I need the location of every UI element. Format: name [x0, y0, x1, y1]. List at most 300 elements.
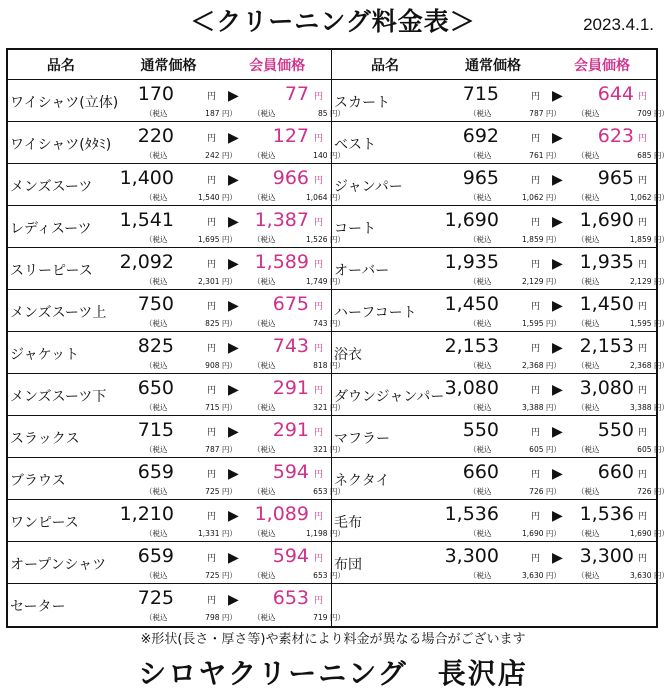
arrow-icon: ▶ [228, 214, 239, 230]
tax-amount: 787 [205, 445, 220, 454]
tax-prefix: （税込 [577, 319, 600, 328]
tax-prefix: （税込 [469, 361, 492, 370]
tax-amount: 3,630 [630, 571, 652, 580]
arrow-icon: ▶ [228, 424, 239, 440]
tax-prefix: （税込 [253, 109, 276, 118]
tax-prefix: （税込 [253, 319, 276, 328]
price-row [332, 542, 669, 584]
yen-unit: 円 [207, 260, 217, 270]
tax-amount: 1,595 [630, 319, 652, 328]
tax-amount: 1,331 [198, 529, 220, 538]
tax-prefix: （税込 [145, 109, 168, 118]
regular-price: 3,300 [444, 545, 499, 567]
yen-unit: 円 [531, 260, 541, 270]
member-price: 675 [272, 293, 309, 315]
yen-unit: 円 [531, 512, 541, 522]
tax-prefix: （税込 [469, 109, 492, 118]
tax-amount: 321 [313, 445, 328, 454]
regular-price: 725 [137, 587, 174, 609]
price-row [8, 290, 345, 332]
tax-prefix: （税込 [577, 361, 600, 370]
tax-amount: 653 [313, 487, 328, 496]
header-member-price: 会員価格 [249, 57, 306, 74]
yen-unit: 円 [207, 554, 217, 564]
member-price-tax-incl [577, 108, 669, 119]
price-row [8, 500, 345, 542]
tax-prefix: （税込 [253, 193, 276, 202]
tax-suffix: 円） [651, 487, 669, 496]
arrow-icon: ▶ [228, 550, 239, 566]
arrow-icon: ▶ [228, 298, 239, 314]
tax-amount: 685 [637, 151, 652, 160]
shop-name: シロヤクリーニング 長沢店 [138, 657, 528, 690]
tax-amount: 798 [205, 613, 220, 622]
regular-price-tax-incl [469, 108, 561, 119]
tax-prefix: （税込 [253, 361, 276, 370]
regular-price-tax-incl [145, 444, 237, 455]
tax-prefix: （税込 [577, 487, 600, 496]
tax-amount: 2,129 [630, 277, 652, 286]
regular-price: 550 [462, 419, 499, 441]
regular-price-tax-incl [469, 276, 561, 287]
tax-suffix: 円） [219, 403, 237, 412]
tax-prefix: （税込 [577, 277, 600, 286]
arrow-icon: ▶ [552, 424, 563, 440]
tax-prefix: （税込 [577, 445, 600, 454]
member-price: 291 [272, 377, 309, 399]
yen-unit: 円 [638, 512, 648, 522]
arrow-icon: ▶ [552, 130, 563, 146]
tax-prefix: （税込 [253, 445, 276, 454]
arrow-icon: ▶ [552, 214, 563, 230]
regular-price-tax-incl [145, 486, 237, 497]
tax-suffix: 円） [543, 361, 561, 370]
tax-suffix: 円） [327, 487, 345, 496]
price-row [8, 542, 345, 584]
price-row [332, 248, 669, 290]
tax-suffix: 円） [219, 277, 237, 286]
tax-suffix: 円） [219, 529, 237, 538]
item-name: 浴衣 [334, 347, 362, 363]
price-row [8, 332, 345, 374]
yen-unit: 円 [207, 470, 217, 480]
tax-prefix: （税込 [469, 193, 492, 202]
regular-price-tax-incl [145, 318, 237, 329]
regular-price: 750 [137, 293, 174, 315]
regular-price-tax-incl [145, 192, 237, 203]
table-header [332, 50, 656, 80]
tax-prefix: （税込 [145, 277, 168, 286]
yen-unit: 円 [207, 344, 217, 354]
regular-price: 220 [137, 125, 174, 147]
member-price-tax-incl [577, 402, 669, 413]
item-name: 布団 [334, 557, 362, 573]
tax-amount: 2,301 [198, 277, 220, 286]
arrow-icon: ▶ [552, 550, 563, 566]
price-row [332, 290, 669, 332]
item-name: スラックス [10, 431, 80, 447]
tax-amount: 2,368 [522, 361, 544, 370]
arrow-icon: ▶ [228, 382, 239, 398]
tax-prefix: （税込 [145, 403, 168, 412]
tax-suffix: 円） [651, 445, 669, 454]
regular-price: 2,153 [444, 335, 499, 357]
tax-amount: 1,595 [522, 319, 544, 328]
yen-unit: 円 [638, 302, 648, 312]
tax-suffix: 円） [219, 151, 237, 160]
tax-amount: 725 [205, 487, 220, 496]
regular-price-tax-incl [145, 108, 237, 119]
item-name: ジャンパー [334, 179, 403, 195]
tax-prefix: （税込 [577, 109, 600, 118]
tax-amount: 726 [529, 487, 544, 496]
yen-unit: 円 [638, 428, 648, 438]
regular-price: 659 [137, 461, 174, 483]
tax-prefix: （税込 [145, 445, 168, 454]
arrow-icon: ▶ [552, 382, 563, 398]
member-price: 1,536 [579, 503, 634, 525]
regular-price: 1,450 [444, 293, 499, 315]
tax-suffix: 円） [651, 151, 669, 160]
tax-amount: 1,526 [306, 235, 328, 244]
arrow-icon: ▶ [228, 256, 239, 272]
tax-suffix: 円） [327, 445, 345, 454]
yen-unit: 円 [638, 260, 648, 270]
tax-suffix: 円） [219, 571, 237, 580]
yen-unit: 円 [207, 92, 217, 102]
item-name: オーバー [334, 263, 390, 279]
tax-suffix: 円） [219, 193, 237, 202]
tax-suffix: 円） [219, 235, 237, 244]
item-name: ワイシャツ(ﾀﾀﾐ) [10, 137, 112, 153]
tax-amount: 743 [313, 319, 328, 328]
tax-prefix: （税込 [577, 571, 600, 580]
tax-suffix: 円） [651, 109, 669, 118]
tax-amount: 1,540 [198, 193, 220, 202]
yen-unit: 円 [314, 134, 324, 144]
regular-price: 170 [137, 83, 174, 105]
regular-price-tax-incl [145, 150, 237, 161]
tax-amount: 653 [313, 571, 328, 580]
item-name: ジャケット [10, 347, 80, 363]
tax-suffix: 円） [327, 277, 345, 286]
tax-suffix: 円） [651, 235, 669, 244]
item-name: レディスーツ [10, 221, 92, 237]
regular-price: 1,541 [119, 209, 174, 231]
price-row [332, 332, 669, 374]
price-row [8, 374, 345, 416]
yen-unit: 円 [207, 302, 217, 312]
tax-prefix: （税込 [469, 445, 492, 454]
price-row [332, 206, 669, 248]
yen-unit: 円 [638, 386, 648, 396]
member-price-tax-incl [577, 360, 669, 371]
tax-prefix: （税込 [253, 277, 276, 286]
tax-prefix: （税込 [145, 193, 168, 202]
tax-suffix: 円） [543, 319, 561, 328]
yen-unit: 円 [638, 134, 648, 144]
yen-unit: 円 [638, 92, 648, 102]
tax-suffix: 円） [219, 109, 237, 118]
member-price: 77 [284, 83, 309, 105]
price-column-right [332, 50, 669, 626]
regular-price: 1,400 [119, 167, 174, 189]
tax-suffix: 円） [543, 445, 561, 454]
tax-suffix: 円） [327, 235, 345, 244]
regular-price: 715 [462, 83, 499, 105]
yen-unit: 円 [531, 428, 541, 438]
regular-price-tax-incl [469, 402, 561, 413]
yen-unit: 円 [207, 218, 217, 228]
yen-unit: 円 [207, 596, 217, 606]
regular-price: 3,080 [444, 377, 499, 399]
tax-suffix: 円） [219, 613, 237, 622]
yen-unit: 円 [638, 470, 648, 480]
item-name: コート [334, 221, 376, 237]
tax-prefix: （税込 [577, 403, 600, 412]
member-price: 3,080 [579, 377, 634, 399]
member-price: 3,300 [579, 545, 634, 567]
tax-suffix: 円） [327, 613, 345, 622]
item-name: ワイシャツ(立体) [10, 95, 119, 111]
tax-amount: 3,388 [522, 403, 544, 412]
tax-prefix: （税込 [577, 235, 600, 244]
yen-unit: 円 [531, 344, 541, 354]
price-row [332, 458, 669, 500]
regular-price-tax-incl [469, 360, 561, 371]
member-price: 1,450 [579, 293, 634, 315]
price-row [332, 374, 669, 416]
tax-amount: 726 [637, 487, 652, 496]
tax-amount: 1,859 [630, 235, 652, 244]
tax-prefix: （税込 [253, 151, 276, 160]
member-price-tax-incl [577, 486, 669, 497]
effective-date: 2023.4.1. [583, 15, 654, 34]
tax-suffix: 円） [543, 403, 561, 412]
yen-unit: 円 [531, 176, 541, 186]
regular-price: 660 [462, 461, 499, 483]
regular-price-tax-incl [145, 360, 237, 371]
yen-unit: 円 [207, 428, 217, 438]
item-name: ハーフコート [334, 305, 417, 321]
member-price: 2,153 [579, 335, 634, 357]
item-name: ブラウス [10, 473, 66, 489]
yen-unit: 円 [314, 470, 324, 480]
arrow-icon: ▶ [228, 466, 239, 482]
tax-suffix: 円） [651, 319, 669, 328]
yen-unit: 円 [638, 218, 648, 228]
header-item-name: 品名 [371, 57, 399, 74]
arrow-icon: ▶ [552, 298, 563, 314]
tax-suffix: 円） [651, 529, 669, 538]
price-row [8, 122, 345, 164]
tax-prefix: （税込 [145, 235, 168, 244]
tax-amount: 1,690 [630, 529, 652, 538]
tax-suffix: 円） [543, 529, 561, 538]
regular-price: 659 [137, 545, 174, 567]
tax-amount: 1,695 [198, 235, 220, 244]
header-member-price: 会員価格 [574, 57, 630, 74]
tax-suffix: 円） [219, 319, 237, 328]
yen-unit: 円 [207, 512, 217, 522]
member-price-tax-incl [577, 276, 669, 287]
yen-unit: 円 [314, 596, 324, 606]
tax-suffix: 円） [651, 193, 669, 202]
tax-amount: 1,859 [522, 235, 544, 244]
price-row [8, 206, 345, 248]
member-price: 1,690 [579, 209, 634, 231]
tax-amount: 85 [317, 109, 328, 118]
tax-amount: 605 [529, 445, 544, 454]
yen-unit: 円 [314, 218, 324, 228]
item-name: ベスト [334, 137, 376, 153]
yen-unit: 円 [314, 176, 324, 186]
member-price: 653 [272, 587, 309, 609]
tax-suffix: 円） [327, 151, 345, 160]
price-row [332, 416, 669, 458]
tax-prefix: （税込 [469, 235, 492, 244]
tax-amount: 787 [529, 109, 544, 118]
arrow-icon: ▶ [228, 172, 239, 188]
tax-prefix: （税込 [577, 151, 600, 160]
item-name: オープンシャツ [10, 557, 107, 573]
price-column-left [8, 50, 345, 626]
tax-suffix: 円） [543, 277, 561, 286]
yen-unit: 円 [531, 134, 541, 144]
yen-unit: 円 [531, 302, 541, 312]
tax-prefix: （税込 [145, 571, 168, 580]
yen-unit: 円 [314, 92, 324, 102]
yen-unit: 円 [531, 554, 541, 564]
tax-suffix: 円） [327, 193, 345, 202]
item-name: セーター [10, 599, 66, 615]
tax-amount: 140 [313, 151, 328, 160]
tax-amount: 605 [637, 445, 652, 454]
regular-price: 1,935 [444, 251, 499, 273]
member-price: 127 [272, 125, 309, 147]
tax-suffix: 円） [219, 487, 237, 496]
tax-amount: 719 [313, 613, 328, 622]
tax-prefix: （税込 [145, 487, 168, 496]
item-name: ワンピース [10, 515, 79, 531]
price-rows-left [8, 80, 345, 626]
header-item-name: 品名 [46, 57, 75, 74]
yen-unit: 円 [638, 554, 648, 564]
yen-unit: 円 [207, 176, 217, 186]
regular-price-tax-incl [469, 318, 561, 329]
tax-suffix: 円） [327, 403, 345, 412]
regular-price-tax-incl [469, 234, 561, 245]
tax-prefix: （税込 [145, 361, 168, 370]
tax-prefix: （税込 [469, 487, 492, 496]
tax-prefix: （税込 [469, 403, 492, 412]
tax-amount: 242 [205, 151, 220, 160]
price-note: ※形状(長さ・厚さ等)や素材により料金が異なる場合がございます [140, 632, 526, 647]
yen-unit: 円 [314, 554, 324, 564]
tax-prefix: （税込 [577, 193, 600, 202]
member-price: 743 [272, 335, 309, 357]
tax-prefix: （税込 [145, 151, 168, 160]
tax-suffix: 円） [327, 529, 345, 538]
tax-prefix: （税込 [253, 235, 276, 244]
member-price: 660 [597, 461, 634, 483]
regular-price: 1,536 [444, 503, 499, 525]
tax-amount: 715 [205, 403, 220, 412]
yen-unit: 円 [207, 134, 217, 144]
yen-unit: 円 [638, 176, 648, 186]
tax-amount: 818 [313, 361, 328, 370]
item-name: メンズスーツ上 [10, 305, 107, 321]
header-regular-price: 通常価格 [465, 57, 521, 74]
price-row [8, 584, 345, 626]
regular-price-tax-incl [469, 570, 561, 581]
header-regular-price: 通常価格 [140, 57, 197, 74]
item-name: メンズスーツ [10, 179, 93, 195]
tax-suffix: 円） [327, 361, 345, 370]
tax-amount: 1,062 [522, 193, 544, 202]
tax-amount: 908 [205, 361, 220, 370]
regular-price-tax-incl [145, 276, 237, 287]
regular-price: 1,690 [444, 209, 499, 231]
yen-unit: 円 [531, 218, 541, 228]
arrow-icon: ▶ [228, 88, 239, 104]
tax-suffix: 円） [543, 151, 561, 160]
tax-amount: 1,064 [306, 193, 328, 202]
tax-suffix: 円） [219, 361, 237, 370]
regular-price-tax-incl [145, 402, 237, 413]
tax-suffix: 円） [543, 235, 561, 244]
yen-unit: 円 [531, 470, 541, 480]
yen-unit: 円 [531, 386, 541, 396]
regular-price-tax-incl [469, 150, 561, 161]
regular-price: 715 [137, 419, 174, 441]
item-name: 毛布 [334, 515, 362, 531]
member-price-tax-incl [577, 234, 669, 245]
arrow-icon: ▶ [552, 172, 563, 188]
tax-amount: 1,198 [306, 529, 328, 538]
tax-prefix: （税込 [469, 571, 492, 580]
member-price: 966 [272, 167, 309, 189]
member-price-tax-incl [577, 150, 669, 161]
price-row [332, 500, 669, 542]
tax-suffix: 円） [651, 277, 669, 286]
tax-prefix: （税込 [253, 529, 276, 538]
tax-amount: 3,630 [522, 571, 544, 580]
tax-amount: 321 [313, 403, 328, 412]
tax-amount: 2,368 [630, 361, 652, 370]
member-price: 1,089 [254, 503, 309, 525]
tax-amount: 709 [637, 109, 652, 118]
yen-unit: 円 [207, 386, 217, 396]
tax-prefix: （税込 [469, 529, 492, 538]
item-name: スカート [334, 95, 390, 111]
tax-suffix: 円） [651, 571, 669, 580]
regular-price: 825 [137, 335, 174, 357]
member-price: 1,935 [579, 251, 634, 273]
yen-unit: 円 [314, 302, 324, 312]
tax-suffix: 円） [327, 109, 345, 118]
tax-suffix: 円） [651, 403, 669, 412]
item-name: ネクタイ [334, 473, 390, 489]
tax-amount: 3,388 [630, 403, 652, 412]
member-price: 291 [272, 419, 309, 441]
member-price: 1,589 [254, 251, 309, 273]
member-price-tax-incl [577, 444, 669, 455]
yen-unit: 円 [314, 512, 324, 522]
yen-unit: 円 [531, 92, 541, 102]
tax-prefix: （税込 [469, 151, 492, 160]
arrow-icon: ▶ [552, 340, 563, 356]
